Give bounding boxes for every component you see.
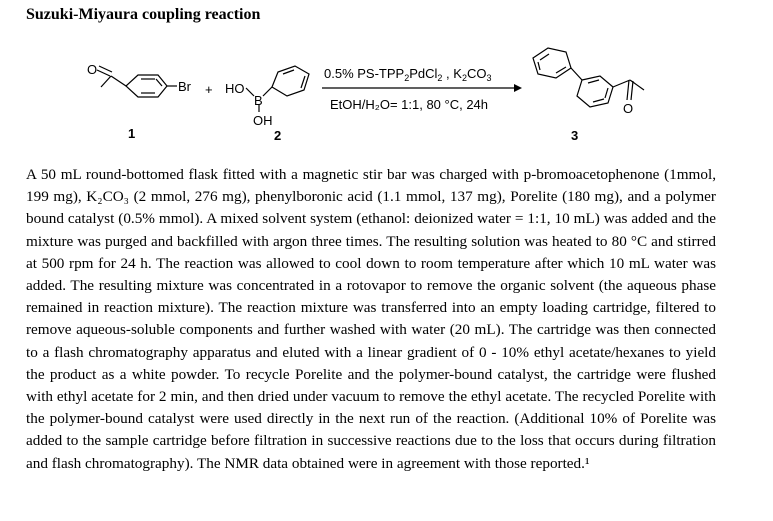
product-label: 3 [571, 128, 579, 143]
procedure-paragraph: A 50 mL round-bottomed flask fitted with a magnetic stir bar was charged with p-bromoacetophenone (1mmol, 199 mg), K₂CO₃ (2 mmol, 276 mg), phenylboronic acid (1.1 mmol, 137 mg), Porelite (180 mg), and a polymer bound catalyst (0.5% mmol). A mixed solvent system (ethanol: deionized water = 1:1, 10 mL) was added and the mixture was purged and backfilled with argon three times. The resulting solution was heated to 80 °C and stirred at 500 rpm for 24 h. The reaction was allowed to cool down to room temperature after which 10 mL water was added. The resulting mixture was concentrated in a rotovapor to remove the organic solvent (the aqueous phase remained in reaction mixture). The reaction mixture was transferred into an empty loading cartridge, filtered to remove aqueous-soluble components and further washed with water (20 mL). The cartridge was then connected to a flash chromatography apparatus and eluted with a linear gradient of 0 - 10% ethyl acetate/hexanes to yield the product as a white powder. To recycle Porelite and the polymer-bound catalyst, the cartridge were flushed with ethyl acetate for 2 min, and then dried under vacuum to remove the ethyl acetate. The recycled Porelite with the polymer-bound catalyst were used directly in the next run of the reaction. (Additional 10% of Porelite was added to the sample cartridge before filtration in successive reactions due to the loss that occurs during filtration and flash chromatography). The NMR data obtained were in agreement with those reported.¹ [26, 166, 716, 472]
product-structure [533, 48, 644, 107]
reactant2-boron: B [254, 93, 263, 108]
reactant2-label: 2 [274, 128, 282, 143]
reactant2-ho: HO [225, 81, 245, 96]
reactant1-label: 1 [128, 126, 136, 141]
product-oxygen: O [623, 101, 634, 116]
conditions-bottom: EtOH/H₂O= 1:1, 80 °C, 24h [330, 97, 489, 112]
reactant1-oxygen: O [87, 62, 98, 77]
page-title: Suzuki-Miyaura coupling reaction [26, 6, 261, 23]
reaction-arrow [322, 84, 522, 92]
reactant1-bromine: Br [178, 79, 191, 94]
reactant1-structure [97, 66, 177, 97]
conditions-top: 0.5% $PS-TPP_2PdCl_2$ , $K_2CO_3$ [324, 66, 492, 83]
reactant2-oh: OH [253, 113, 273, 128]
plus-sign: + [205, 82, 213, 97]
reaction-scheme [0, 0, 773, 160]
